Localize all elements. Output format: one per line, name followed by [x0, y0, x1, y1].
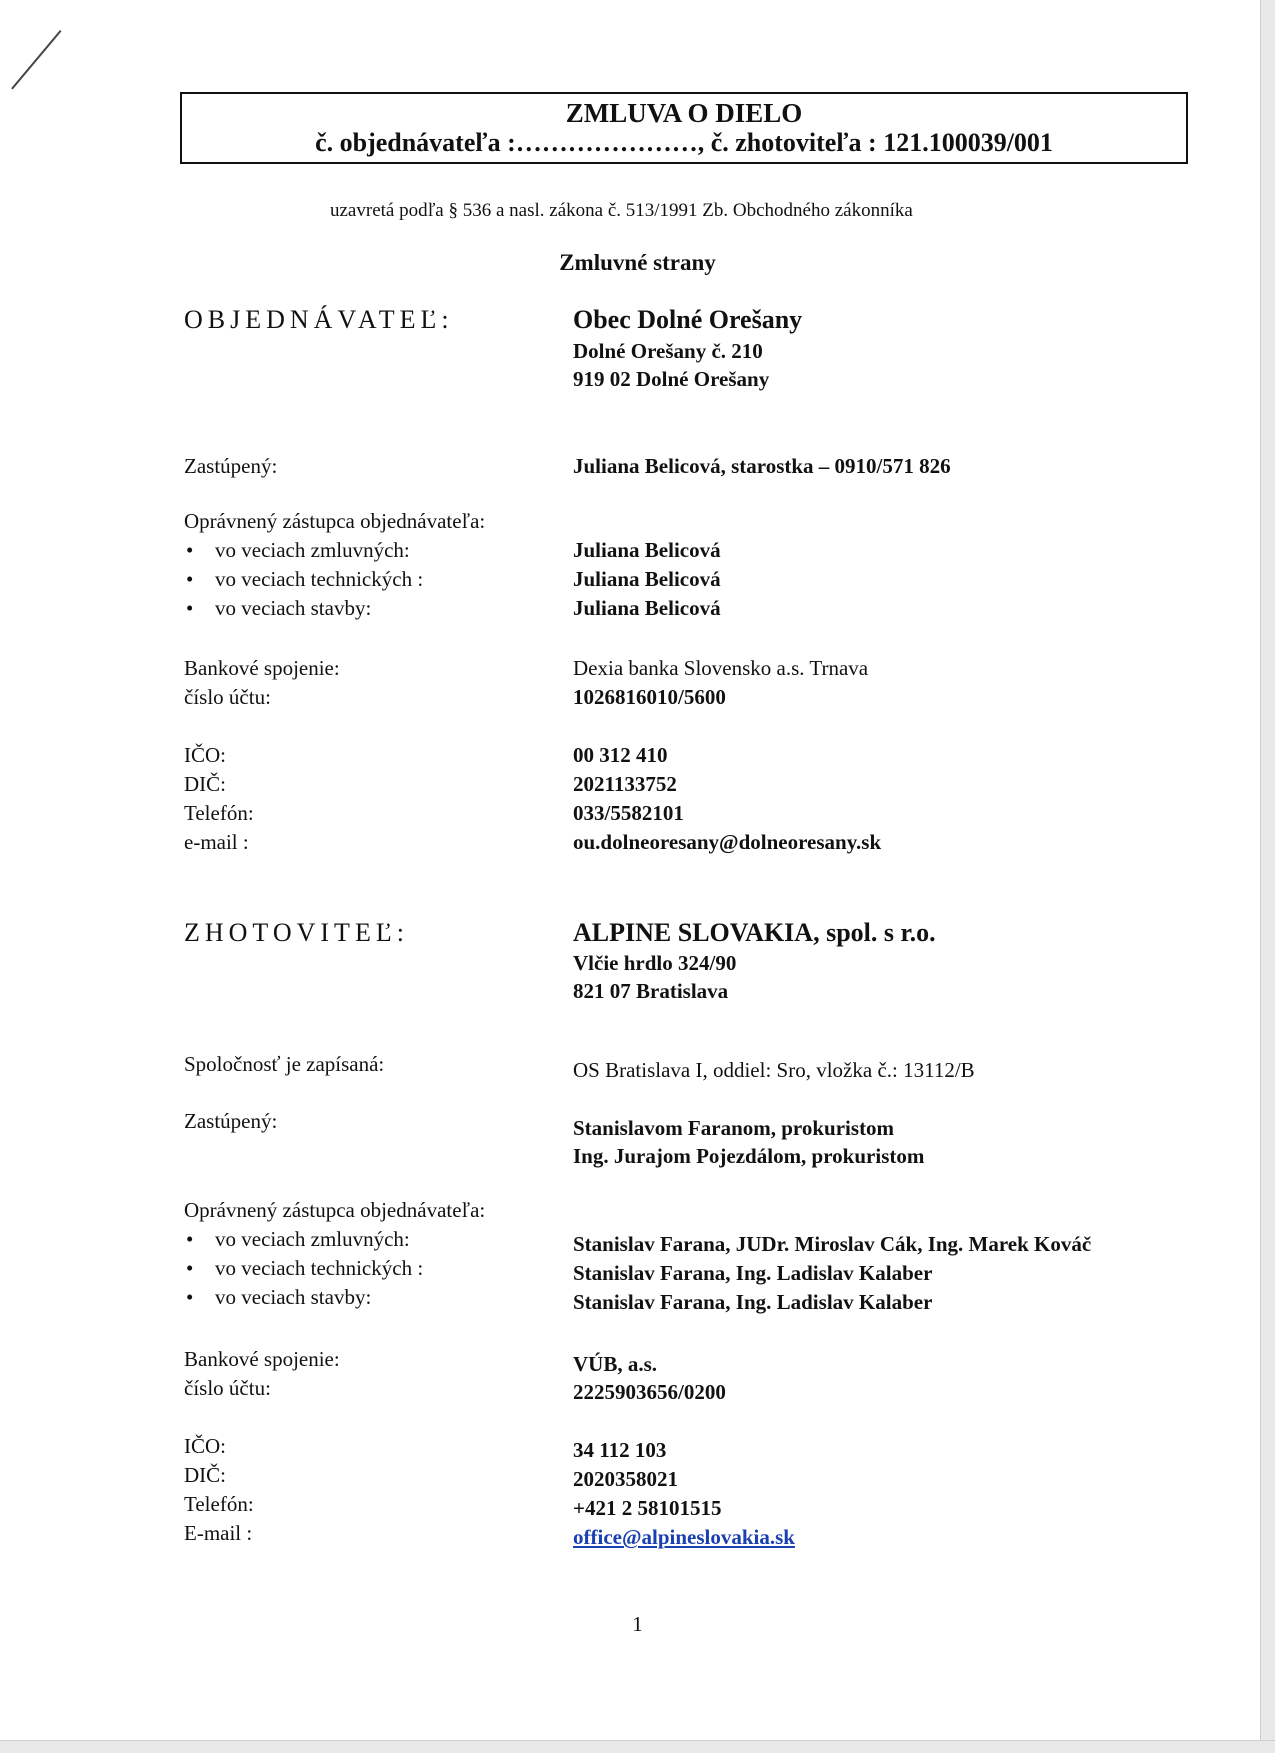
- page-number: 1: [632, 1612, 643, 1636]
- client-auth-item-label: • vo veciach technických :: [186, 567, 423, 592]
- client-tel-label: Telefón:: [184, 801, 254, 825]
- client-tel-value: 033/5582101: [573, 801, 684, 825]
- title-box: [180, 92, 1188, 164]
- client-auth-item-value: Juliana Belicová: [573, 596, 721, 620]
- contractor-ico-label: IČO:: [184, 1434, 226, 1458]
- client-dic-value: 2021133752: [573, 772, 677, 796]
- client-auth-item-label: • vo veciach stavby:: [186, 596, 371, 621]
- contractor-auth-label: Oprávnený zástupca objednávateľa:: [184, 1198, 486, 1222]
- client-bank-value: Dexia banka Slovensko a.s. Trnava: [573, 656, 869, 680]
- contractor-auth-item-value: Stanislav Farana, Ing. Ladislav Kalaber: [573, 1290, 933, 1314]
- client-address-line1: Dolné Orešany č. 210: [573, 339, 763, 363]
- client-auth-label: Oprávnený zástupca objednávateľa:: [184, 509, 486, 533]
- client-rep-value: Juliana Belicová, starostka – 0910/571 826: [573, 454, 951, 478]
- section-heading: Zmluvné strany: [559, 250, 716, 275]
- client-email-label: e-mail :: [184, 830, 249, 854]
- document-numbers: č. objednávateľa :…………………, č. zhotoviteľa : 121.100039/001: [315, 128, 1053, 157]
- client-auth-item-value: Juliana Belicová: [573, 538, 721, 562]
- contractor-email-link[interactable]: office@alpineslovakia.sk: [573, 1525, 795, 1549]
- contractor-bank-label: Bankové spojenie:: [184, 1347, 340, 1371]
- contractor-auth-item-value: Stanislav Farana, JUDr. Miroslav Cák, Ing. Marek Kováč: [573, 1232, 1092, 1256]
- document-title: ZMLUVA O DIELO: [565, 98, 803, 128]
- contractor-account-value: 2225903656/0200: [573, 1380, 726, 1404]
- contractor-bank-value: VÚB, a.s.: [573, 1352, 658, 1376]
- contractor-label: ZHOTOVITEĽ:: [184, 918, 409, 947]
- contractor-address-line2: 821 07 Bratislava: [573, 979, 729, 1003]
- contractor-auth-item-label: • vo veciach zmluvných:: [186, 1227, 410, 1252]
- client-auth-item-value: Juliana Belicová: [573, 567, 721, 591]
- client-email-value: ou.dolneoresany@dolneoresany.sk: [573, 830, 882, 854]
- client-label: OBJEDNÁVATEĽ:: [184, 305, 454, 334]
- contractor-ico-value: 34 112 103: [573, 1438, 667, 1462]
- client-address-line2: 919 02 Dolné Orešany: [573, 367, 770, 391]
- contractor-name: ALPINE SLOVAKIA, spol. s r.o.: [573, 918, 936, 947]
- client-ico-label: IČO:: [184, 743, 226, 767]
- pen-stroke-mark: [11, 30, 61, 90]
- contractor-rep-value1: Stanislavom Faranom, prokuristom: [573, 1116, 895, 1140]
- client-bank-label: Bankové spojenie:: [184, 656, 340, 680]
- client-account-label: číslo účtu:: [184, 685, 271, 709]
- contractor-rep-label: Zastúpený:: [184, 1109, 278, 1133]
- contractor-dic-value: 2020358021: [573, 1467, 678, 1491]
- client-dic-label: DIČ:: [184, 772, 226, 796]
- contractor-email-label: E-mail :: [184, 1521, 253, 1545]
- contractor-register-value: OS Bratislava I, oddiel: Sro, vložka č.: 13112/B: [573, 1058, 975, 1082]
- client-rep-label: Zastúpený:: [184, 454, 278, 478]
- contractor-rep-value2: Ing. Jurajom Pojezdálom, prokuristom: [573, 1144, 925, 1168]
- scan-edge-bottom: [0, 1740, 1275, 1753]
- contractor-dic-label: DIČ:: [184, 1463, 226, 1487]
- contractor-auth-item-label: • vo veciach stavby:: [186, 1285, 371, 1310]
- contractor-tel-value: +421 2 58101515: [573, 1496, 722, 1520]
- contractor-auth-item-label: • vo veciach technických :: [186, 1256, 423, 1281]
- client-name: Obec Dolné Orešany: [573, 305, 803, 334]
- contractor-tel-label: Telefón:: [184, 1492, 254, 1516]
- contractor-account-label: číslo účtu:: [184, 1376, 271, 1400]
- contractor-register-label: Spoločnosť je zapísaná:: [184, 1052, 385, 1076]
- client-account-value: 1026816010/5600: [573, 685, 726, 709]
- client-ico-value: 00 312 410: [573, 743, 668, 767]
- client-auth-item-label: • vo veciach zmluvných:: [186, 538, 410, 563]
- contractor-auth-item-value: Stanislav Farana, Ing. Ladislav Kalaber: [573, 1261, 933, 1285]
- contractor-address-line1: Vlčie hrdlo 324/90: [573, 951, 737, 975]
- legal-basis: uzavretá podľa § 536 a nasl. zákona č. 513/1991 Zb. Obchodného zákonníka: [330, 200, 913, 221]
